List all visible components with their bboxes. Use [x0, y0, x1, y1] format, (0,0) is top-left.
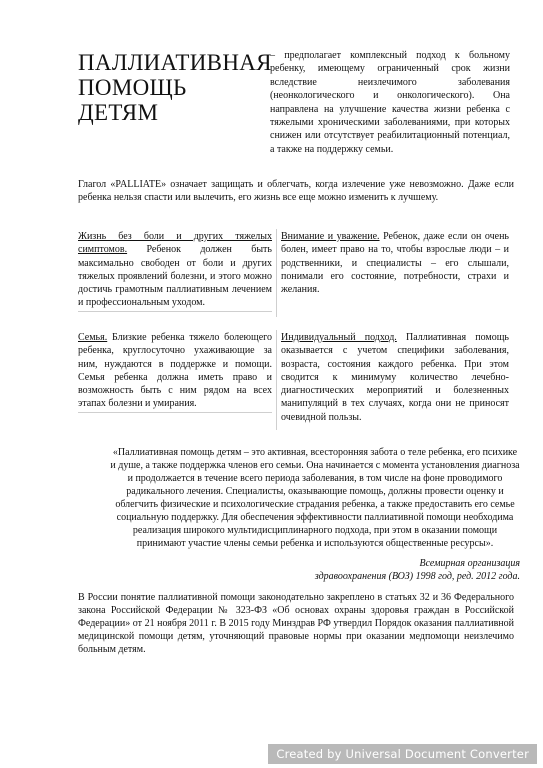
- who-quote: «Паллиативная помощь детям – это активная, всесторонняя забота о теле ребенка, его психике и душе, а также поддержка членов его семьи. Она начинается с момента установления диагноза и продолжается в течение всего периода заболевания, в том числе на фоне проводимого радикального лечения. Специалисты, оказывающие помощь, должны провести оценку и облегчить физические и психологические страдания ребенка, а также предоставить его семье социальную поддержку. Для обеспечения эффективности паллиативной помощи необходима реализация широкого мультидисциплинарного подхода, при этом в оказании помощи принимают участие члены семьи ребенка и используются общественные ресурсы».: [110, 447, 520, 549]
- title-line-2: ПОМОЩЬ: [78, 75, 187, 100]
- title-line-1: ПАЛЛИАТИВНАЯ: [78, 50, 272, 75]
- block-heading: Внимание и уважение.: [281, 231, 380, 242]
- block-text: Ребенок должен быть максимально свободен от боли и других тяжелых проявлений болезни, и этого можно достичь грамотным паллиативным лечением и профессиональным уходом.: [78, 244, 272, 309]
- block-text: Близкие ребенка тяжело болеющего ребенка, круглосуточно ухаживающие за ним, нуждаются в поддержке и помощи. Семья ребенка должна иметь право и возможность быть с ним рядом на всех этапах болезни и умирания.: [78, 332, 272, 410]
- column-divider: [276, 229, 277, 317]
- intro-paragraph: – предполагает комплексный подход к больному ребенку, имеющему ограниченный срок жизни вследствие неизлечимого заболевания (неонкологического и онкологического). Она направлена на улучшение качества жизни ребенка с тяжелыми хроническими заболеваниями, при которых снижен или отсутствует реабилитационный потенциал, а также на поддержку семьи.: [270, 50, 510, 155]
- block-individual-approach: [281, 331, 509, 425]
- block-text: Ребенок, даже если он очень болен, имеет право на то, чтобы взрослые люди – и родственники, и специалисты – его слышали, понимали его состояние, потребности, страхи и желания.: [281, 231, 509, 296]
- block-text: Паллиативная помощь оказывается с учетом специфики заболевания, возраста, состояния каждого ребенка. При этом сводится к минимуму количество лечебно-диагностических мероприятий и болезненных манипуляций в тех случаях, когда они не приносят очевидной пользы.: [281, 332, 509, 423]
- lead-paragraph: Глагол «PALLIATE» означает защищать и облегчать, когда излечение уже невозможно. Даже если ребенка нельзя спасти или вылечить, его жизнь все еще можно изменить к лучшему.: [78, 179, 514, 203]
- page-title: [78, 50, 272, 125]
- block-attention-respect: [281, 230, 509, 297]
- quote-source: [280, 557, 520, 583]
- converter-watermark: Created by Universal Document Converter: [268, 744, 537, 764]
- source-line-2: здравоохранения (ВОЗ) 1998 год, ред. 2012 года.: [314, 571, 520, 582]
- block-life-without-pain: [78, 230, 272, 312]
- column-divider: [276, 330, 277, 430]
- title-line-3: ДЕТЯМ: [78, 100, 159, 125]
- block-family: [78, 331, 272, 413]
- block-heading: Семья.: [78, 332, 108, 343]
- block-heading: Жизнь без боли и других тяжелых симптомов.: [78, 231, 272, 256]
- footer-paragraph: В России понятие паллиативной помощи законодательно закреплено в статьях 32 и 36 Федерального закона Российской Федерации № 323-ФЗ «Об основах охраны здоровья граждан в Российской Федерации» от 21 ноября 2011 г. В 2015 году Минздрав РФ утвердил Порядок оказания паллиативной медицинской помощи детям, уточняющий правовые нормы при оказании медпомощи неизлечимо больным детям.: [78, 592, 514, 655]
- block-heading: Индивидуальный подход.: [281, 332, 397, 343]
- source-line-1: Всемирная организация: [419, 558, 520, 569]
